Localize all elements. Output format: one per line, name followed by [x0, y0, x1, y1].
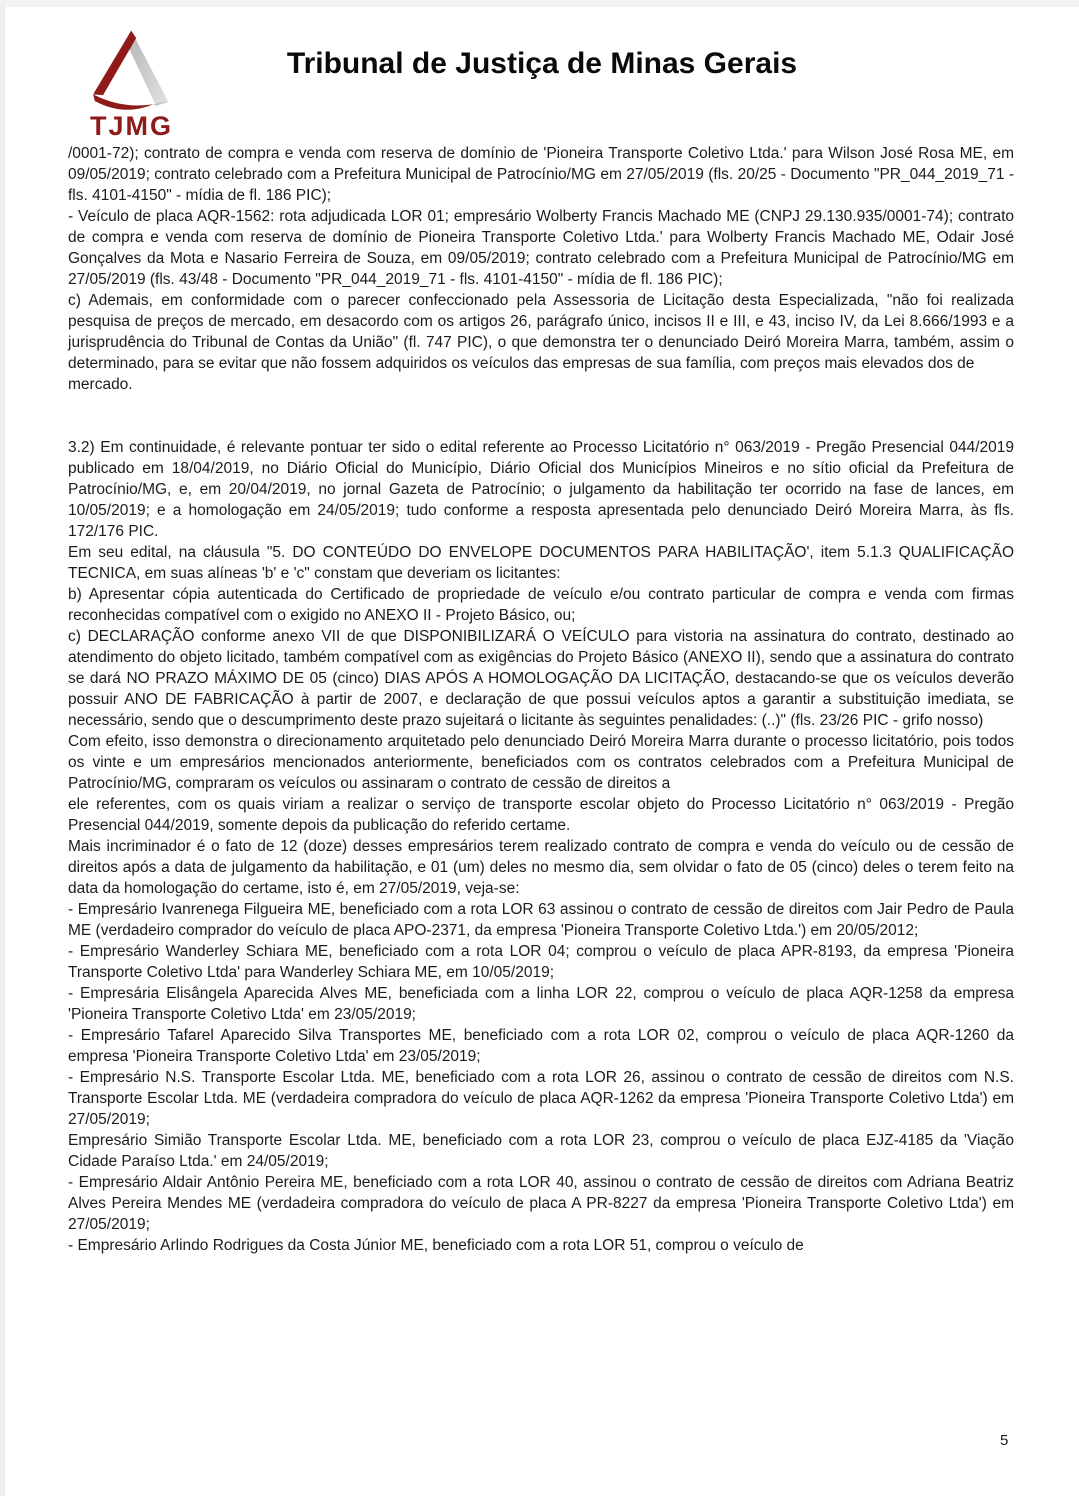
tjmg-logo-text: TJMG	[89, 111, 173, 141]
paragraph: c) DECLARAÇÃO conforme anexo VII de que DISPONIBILIZARÁ O VEÍCULO para vistoria na assinatura do contrato, destinado ao atendimento do objeto licitado, também compatível com as exigências do Projeto Básico (ANEXO II), sendo que a assinatura do contrato se dará NO PRAZO MÁXIMO DE 05 (cinco) DIAS APÓS A HOMOLOGAÇÃO DA LICITAÇÃO, destacando-se que os veículos deverão possuir ANO DE FABRICAÇÃO à partir de 2007, e declaração de que possui veículos aptos a garantir a substituição imediata, se necessário, sendo que o descumprimento deste prazo sujeitará o licitante às seguintes penalidades: (..)" (fls. 23/26 PIC - grifo nosso)	[68, 628, 1014, 729]
paragraph: - Veículo de placa AQR-1562: rota adjudicada LOR 01; empresário Wolberty Francis Machado ME (CNPJ 29.130.935/0001-74); contrato de compra e venda com reserva de domínio de Pioneira Transporte Coletivo Ltda.' para Wolberty Francis Machado ME, Odair José Gonçalves da Mota e Nasario Ferreira de Souza, em 09/05/2019; contrato celebrado com a Prefeitura Municipal de Patrocínio/MG em 27/05/2019 (fls. 43/48 - Documento "PR_044_2019_71 - fls. 4101-4150" - mídia de fl. 186 PIC);	[68, 208, 1014, 288]
paragraph: /0001-72); contrato de compra e venda com reserva de domínio de 'Pioneira Transporte Coletivo Ltda.' para Wilson José Rosa ME, em 09/05/2019; contrato celebrado com a Prefeitura Municipal de Patrocínio/MG em 27/05/2019 (fls. 20/25 - Documento "PR_044_2019_71 - fls. 4101-4150" - mídia de fl. 186 PIC);	[68, 145, 1014, 204]
page-number: 5	[1000, 1432, 1009, 1449]
paragraph: b) Apresentar cópia autenticada do Certificado de propriedade de veículo e/ou contrato particular de compra e venda com firmas reconhecidas compatível com o exigido no ANEXO II - Projeto Básico, ou;	[68, 586, 1014, 624]
list-item-empresario: - Empresário Ivanrenega Filgueira ME, beneficiado com a rota LOR 63 assinou o contrato de cessão de direitos com Jair Pedro de Paula ME (verdadeiro comprador do veículo de placa APO-2371, da empresa 'Pioneira Transporte Coletivo Ltda.') em 20/05/2012;	[68, 901, 1014, 939]
paragraph: Em seu edital, na cláusula "5. DO CONTEÚDO DO ENVELOPE DOCUMENTOS PARA HABILITAÇÃO', item 5.1.3 QUALIFICAÇÃO TECNICA, em suas alíneas 'b' e 'c" constam que deveriam os licitantes:	[68, 544, 1014, 582]
list-item-empresario: - Empresário Arlindo Rodrigues da Costa Júnior ME, beneficiado com a rota LOR 51, comprou o veículo de	[68, 1237, 804, 1254]
paragraph: Mais incriminador é o fato de 12 (doze) desses empresários terem realizado contrato de compra e venda do veículo ou de cessão de direitos após a data de julgamento da habilitação, e 01 (um) deles no mesmo dia, sem olvidar o fato de 05 (cinco) deles o terem feito na data da homologação do certame, isto é, em 27/05/2019, veja-se:	[68, 838, 1014, 897]
paragraph: mercado.	[68, 376, 133, 393]
list-item-empresario: - Empresário Aldair Antônio Pereira ME, beneficiado com a rota LOR 40, assinou o contrato de cessão de direitos com Adriana Beatriz Alves Pereira Mendes ME (verdadeira compradora do veículo de placa A PR-8227 da empresa 'Pioneira Transporte Coletivo Ltda') em 27/05/2019;	[68, 1174, 1014, 1233]
viewport-edge-top	[0, 0, 1079, 7]
document-body	[68, 143, 1014, 1256]
paragraph: c) Ademais, em conformidade com o parecer confeccionado pela Assessoria de Licitação desta Especializada, "não foi realizada pesquisa de preços de mercado, em desacordo com os artigos 26, parágrafo único, incisos II e III, e 43, inciso IV, da Lei 8.666/1993 e a jurisprudência do Tribunal de Contas da União" (fl. 747 PIC), o que demonstra ter o denunciado Deiró Moreira Marra, também, assim o determinado, para se evitar que não fossem adquiridos os veículos das empresas de sua família, com preços mais elevados dos de	[68, 292, 1014, 372]
tjmg-logo	[69, 29, 194, 141]
paragraph: ele referentes, com os quais viriam a realizar o serviço de transporte escolar objeto do Processo Licitatório n° 063/2019 - Pregão Presencial 044/2019, somente depois da publicação do referido certame.	[68, 796, 1014, 834]
list-item-empresario: Empresário Simião Transporte Escolar Ltda. ME, beneficiado com a rota LOR 23, comprou o veículo de placa EJZ-4185 da 'Viação Cidade Paraíso Ltda.' em 24/05/2019;	[68, 1132, 1014, 1170]
document-page	[5, 7, 1079, 1496]
page-title: Tribunal de Justiça de Minas Gerais	[286, 47, 798, 80]
list-item-empresario: - Empresário Wanderley Schiara ME, beneficiado com a rota LOR 04; comprou o veículo de placa APR-8193, da empresa 'Pioneira Transporte Coletivo Ltda' para Wanderley Schiara ME, em 10/05/2019;	[68, 943, 1014, 981]
paragraph-section-3-2: 3.2) Em continuidade, é relevante pontuar ter sido o edital referente ao Processo Licitatório n° 063/2019 - Pregão Presencial 044/2019 publicado em 18/04/2019, no Diário Oficial do Município, Diário Oficial dos Municípios Mineiros e no sítio oficial da Prefeitura de Patrocínio/MG, e, em 20/04/2019, no jornal Gazeta de Patrocínio; o julgamento da habilitação ter ocorrido na fase de lances, em 10/05/2019; e a homologação em 24/05/2019; tudo conforme a resposta apresentada pelo denunciado Deiró Moreira Marra, às fls. 172/176 PIC.	[68, 439, 1014, 540]
paragraph: Com efeito, isso demonstra o direcionamento arquitetado pelo denunciado Deiró Moreira Marra durante o processo licitatório, pois todos os vinte e um empresários mencionados anteriormente, beneficiados com os contratos celebrados com a Prefeitura Municipal de Patrocínio/MG, compraram os veículos ou assinaram o contrato de cessão de direitos a	[68, 733, 1014, 792]
document-header	[5, 7, 1079, 142]
list-item-empresario: - Empresário N.S. Transporte Escolar Ltda. ME, beneficiado com a rota LOR 26, assinou o contrato de cessão de direitos com N.S. Transporte Escolar Ltda. ME (verdadeira compradora do veículo de placa AQR-1262 da empresa 'Pioneira Transporte Coletivo Ltda') em 27/05/2019;	[68, 1069, 1014, 1128]
list-item-empresario: - Empresário Tafarel Aparecido Silva Transportes ME, beneficiado com a rota LOR 02, comprou o veículo de placa AQR-1260 da empresa 'Pioneira Transporte Coletivo Ltda' em 23/05/2019;	[68, 1027, 1014, 1065]
list-item-empresario: - Empresária Elisângela Aparecida Alves ME, beneficiada com a linha LOR 22, comprou o veículo de placa AQR-1258 da empresa 'Pioneira Transporte Coletivo Ltda' em 23/05/2019;	[68, 985, 1014, 1023]
